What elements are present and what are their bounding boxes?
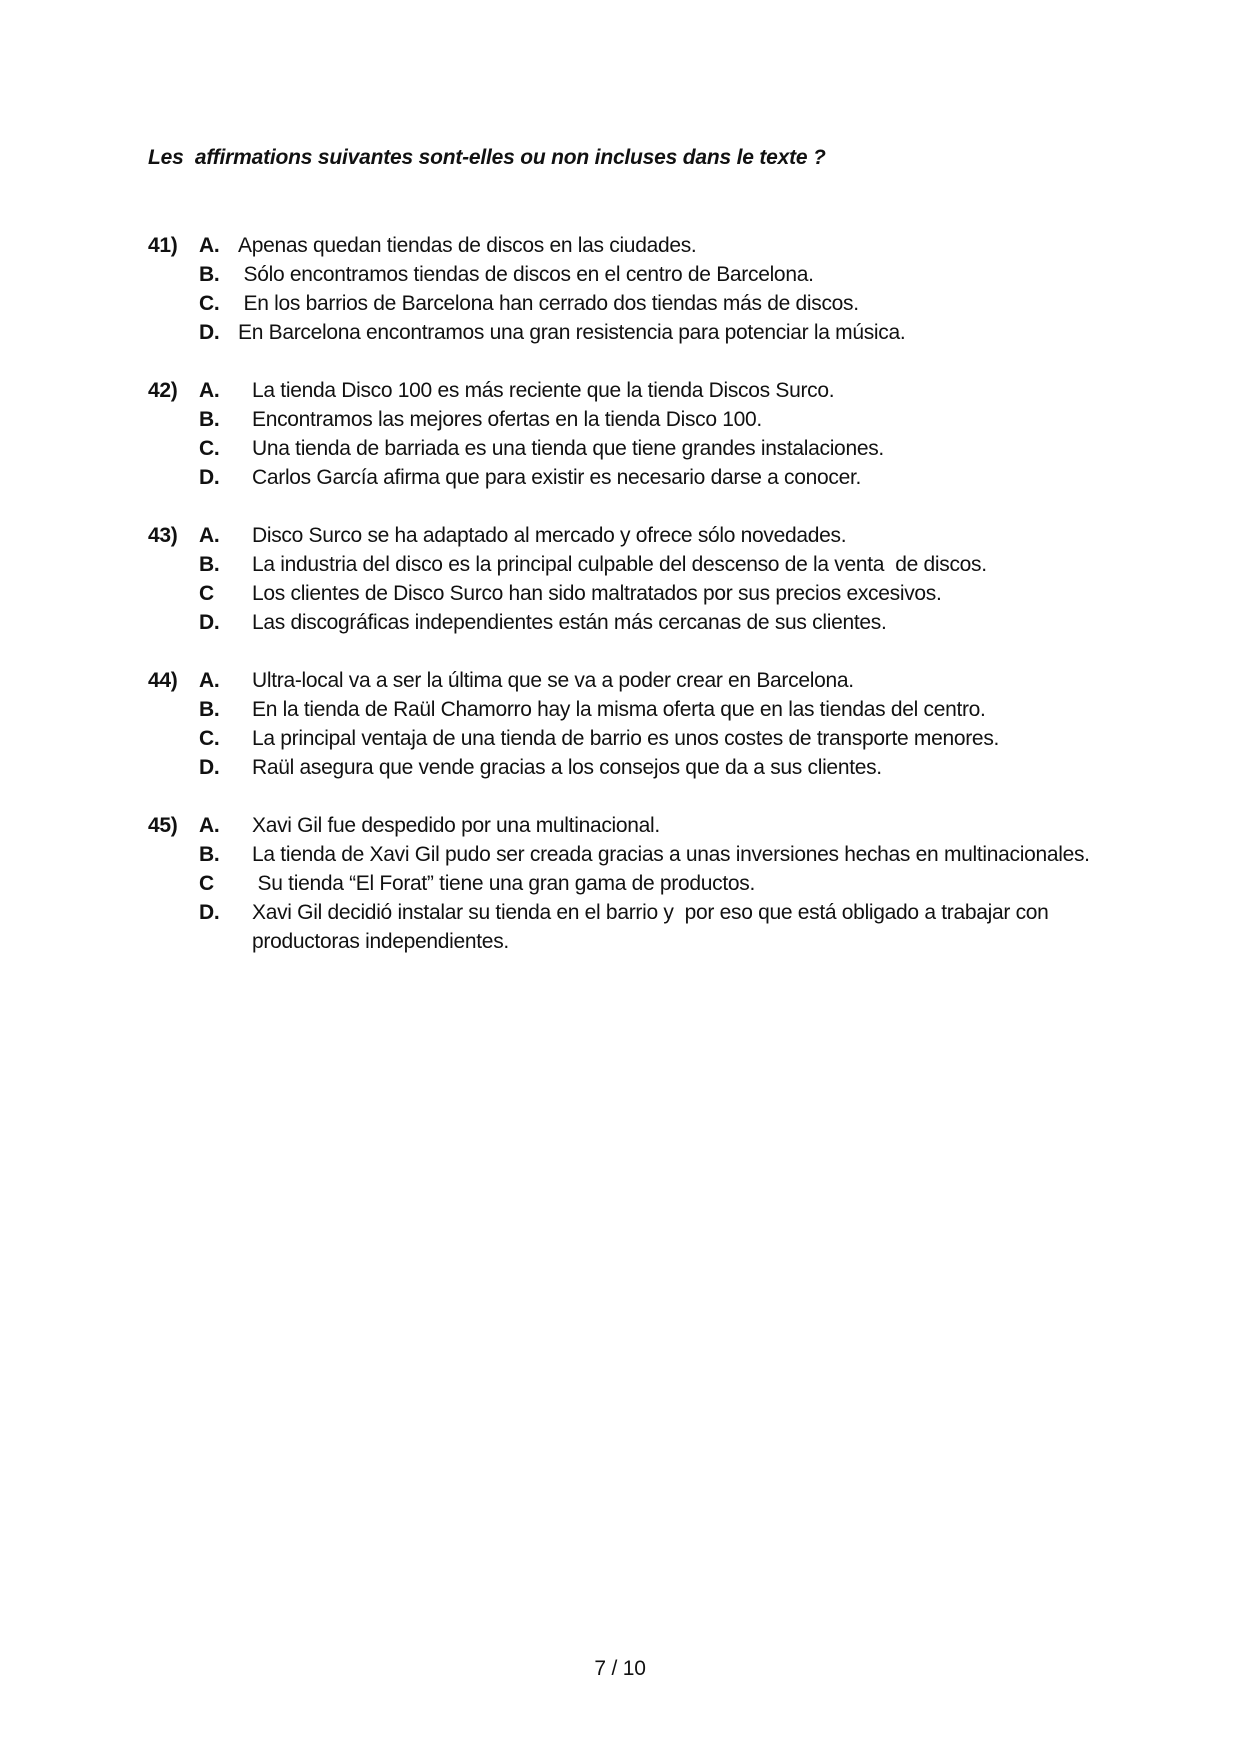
option-text: Ultra-local va a ser la última que se va a poder crear en Barcelona. <box>252 669 854 692</box>
option-text: Xavi Gil decidió instalar su tienda en el barrio y por eso que está obligado a trabajar con productoras independientes. <box>252 901 1055 953</box>
option-text: Los clientes de Disco Surco han sido maltratados por sus precios excesivos. <box>252 582 942 605</box>
option-text: La principal ventaja de una tienda de barrio es unos costes de transporte menores. <box>252 727 1000 750</box>
option-text: En los barrios de Barcelona han cerrado dos tiendas más de discos. <box>238 292 859 315</box>
option-text: Una tienda de barriada es una tienda que tiene grandes instalaciones. <box>252 437 884 460</box>
option-43a <box>148 521 1148 550</box>
option-42b <box>148 405 1148 434</box>
option-letter: A. <box>199 814 220 837</box>
option-text: Raül asegura que vende gracias a los consejos que da a sus clientes. <box>252 756 882 779</box>
option-text: Sólo encontramos tiendas de discos en el centro de Barcelona. <box>238 263 814 286</box>
page-number: 7 / 10 <box>594 1657 646 1680</box>
option-44d <box>148 753 1148 782</box>
option-41d <box>148 318 1148 347</box>
option-letter: B. <box>199 408 220 431</box>
option-text: Apenas quedan tiendas de discos en las ciudades. <box>238 234 697 257</box>
option-41c <box>148 289 1148 318</box>
option-letter: C. <box>199 727 220 750</box>
option-letter: B. <box>199 263 220 286</box>
option-text: Disco Surco se ha adaptado al mercado y ofrece sólo novedades. <box>252 524 847 547</box>
option-text: Su tienda “El Forat” tiene una gran gama de productos. <box>252 872 755 895</box>
option-letter: C <box>199 872 214 895</box>
question-number: 41) <box>148 234 178 257</box>
option-letter: B. <box>199 553 220 576</box>
option-text: En Barcelona encontramos una gran resistencia para potenciar la música. <box>238 321 906 344</box>
option-text: Xavi Gil fue despedido por una multinacional. <box>252 814 660 837</box>
instruction-heading: Les affirmations suivantes sont-elles ou non incluses dans le texte ? <box>148 146 826 169</box>
option-45b <box>148 840 1148 869</box>
option-text: La tienda de Xavi Gil pudo ser creada gracias a unas inversiones hechas en multinacionales. <box>252 843 1090 866</box>
question-41 <box>148 231 1148 347</box>
option-42d <box>148 463 1148 492</box>
option-letter: C <box>199 582 214 605</box>
option-41a <box>148 231 1148 260</box>
question-number: 42) <box>148 379 178 402</box>
option-letter: C. <box>199 437 220 460</box>
question-number: 43) <box>148 524 178 547</box>
option-letter: D. <box>199 321 220 344</box>
option-43b <box>148 550 1148 579</box>
option-letter: D. <box>199 901 220 924</box>
option-text: Encontramos las mejores ofertas en la tienda Disco 100. <box>252 408 762 431</box>
option-text: Carlos García afirma que para existir es necesario darse a conocer. <box>252 466 862 489</box>
option-text: En la tienda de Raül Chamorro hay la misma oferta que en las tiendas del centro. <box>252 698 986 721</box>
question-44 <box>148 666 1148 782</box>
option-45a <box>148 811 1148 840</box>
option-text: La tienda Disco 100 es más reciente que la tienda Discos Surco. <box>252 379 835 402</box>
option-44a <box>148 666 1148 695</box>
question-number: 44) <box>148 669 178 692</box>
option-42c <box>148 434 1148 463</box>
question-42 <box>148 376 1148 492</box>
option-letter: C. <box>199 292 220 315</box>
option-letter: B. <box>199 843 220 866</box>
option-letter: D. <box>199 756 220 779</box>
option-44c <box>148 724 1148 753</box>
option-letter: A. <box>199 524 220 547</box>
option-41b <box>148 260 1148 289</box>
question-number: 45) <box>148 814 178 837</box>
option-letter: A. <box>199 234 220 257</box>
option-text: Las discográficas independientes están más cercanas de sus clientes. <box>252 611 887 634</box>
option-letter: A. <box>199 669 220 692</box>
option-letter: D. <box>199 611 220 634</box>
option-letter: B. <box>199 698 220 721</box>
option-45d <box>148 898 1148 956</box>
question-43 <box>148 521 1148 637</box>
option-letter: A. <box>199 379 220 402</box>
option-43c <box>148 579 1148 608</box>
option-letter: D. <box>199 466 220 489</box>
option-text: La industria del disco es la principal culpable del descenso de la venta de discos. <box>252 553 987 576</box>
question-list <box>148 231 1148 985</box>
option-42a <box>148 376 1148 405</box>
option-44b <box>148 695 1148 724</box>
option-43d <box>148 608 1148 637</box>
question-45 <box>148 811 1148 956</box>
option-45c <box>148 869 1148 898</box>
